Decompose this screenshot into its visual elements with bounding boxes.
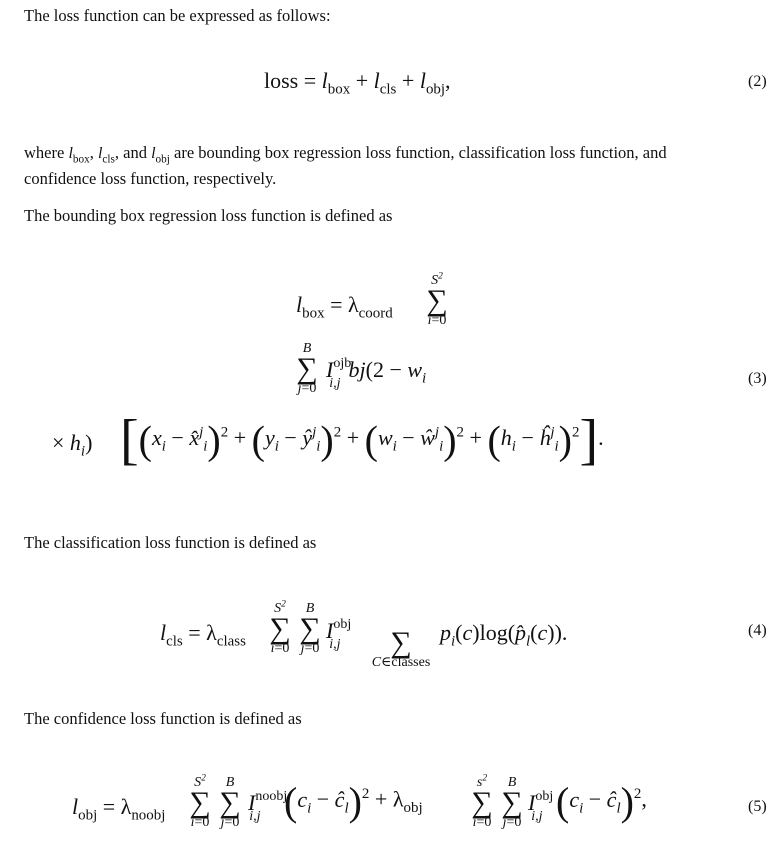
cls-paragraph: The classification loss function is defined as (24, 533, 317, 552)
equation-2-number: (2) (748, 73, 767, 90)
box-paragraph: The bounding box regression loss function is defined as (24, 206, 393, 225)
intro-text: The loss function can be expressed as follows: (24, 6, 331, 25)
where-mid: , and (114, 143, 152, 162)
obj-paragraph: The confidence loss function is defined as (24, 709, 302, 728)
equation-4-number: (4) (748, 622, 767, 639)
where-prefix: where (24, 143, 69, 162)
equation-2: loss = $l_{box} + l_{cls} + l_{obj}$, (264, 68, 451, 98)
where-paragraph: where $l_{box}$, $l_{cls}$, and $l_{obj}$ are bounding box regression loss function, classification loss function, and (24, 143, 667, 166)
where-rest: are bounding box regression loss function, classification loss function, and (169, 143, 667, 162)
equation-5-number: (5) (748, 798, 767, 815)
where-paragraph-line2: confidence loss function, respectively. (24, 169, 277, 188)
equation-3-number: (3) (748, 370, 767, 387)
